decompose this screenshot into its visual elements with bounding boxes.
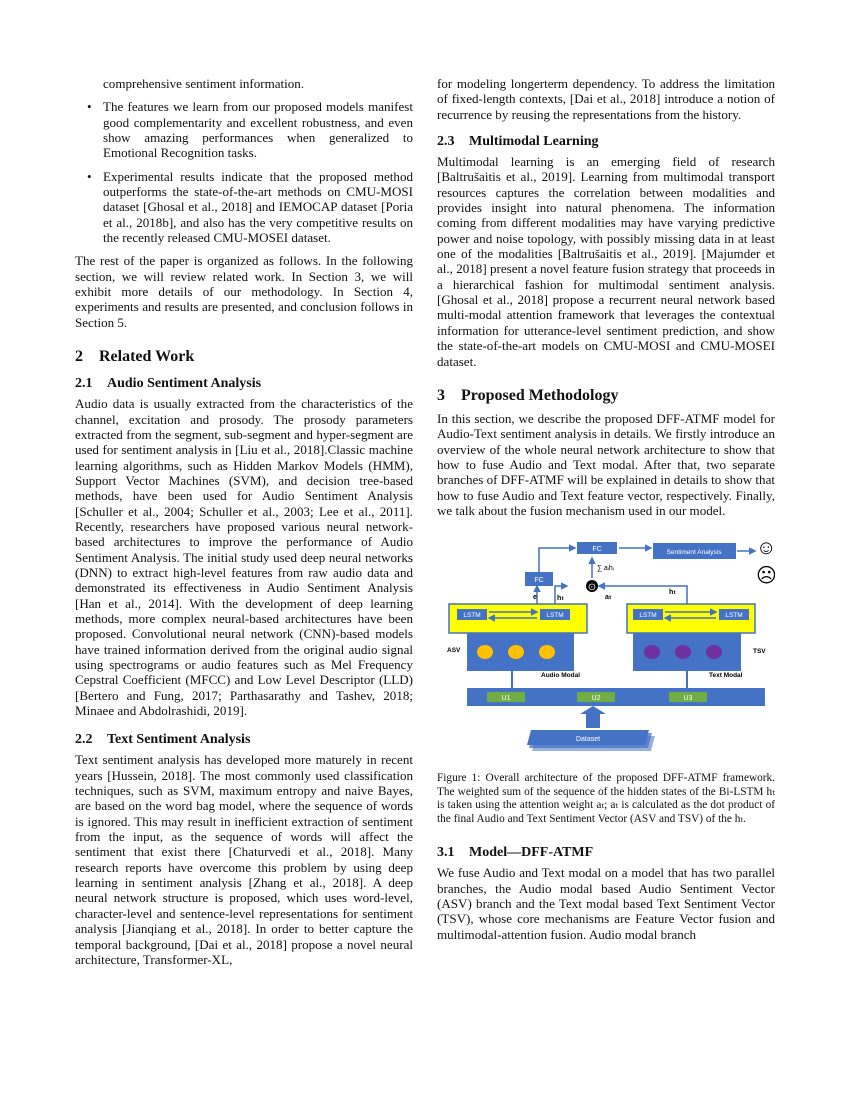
- a-t-label: aₜ: [605, 594, 612, 602]
- subsection-heading: [437, 134, 775, 150]
- figure-caption: Figure 1: Overall architecture of the proposed DFF-ATMF framework. The weighted sum of the sequence of the hidden states of the Bi-LSTM hₜ is taken using the attention weight aₜ; aₜ is calculated as the dot product of the final Audio and Text Sentiment Vector (ASV and TSV) of the hₜ.: [437, 772, 775, 825]
- text-feature-node: [644, 645, 660, 659]
- subsection-number: 2.1: [75, 376, 93, 392]
- section-number: 3: [437, 386, 445, 404]
- lstm-label: LSTM: [725, 612, 743, 620]
- section-number: 2: [75, 348, 83, 366]
- fc-left-label: FC: [534, 577, 544, 585]
- subsection-number: 3.1: [437, 845, 455, 861]
- lstm-label: LSTM: [546, 612, 564, 620]
- fc-to-top-arrow: [539, 548, 575, 572]
- sad-face-icon: ☹: [756, 565, 775, 588]
- section-heading: [75, 348, 413, 366]
- u2-label: U2: [591, 695, 601, 703]
- paragraph: Audio data is usually extracted from the characteristics of the channel, excitation and prosody. The prosody parameters extracted from the segment, sub-segment and hyper-segment are used for sentiment analysis in [Liu et al., 2018].Classic machine learning algorithms, such as Hidden Markov Models (HMM), Support Vector Machines (SVM), and decision tree-based methods, have been used for Audio Sentiment Analysis [Schuller et al., 2004; Schuller et al., 2003; Lee et al., 2011]. Recently, researchers have proposed various neural network-based architectures to improve the performance of Audio Sentiment Analysis. The initial study used deep neural networks (DNN) to extract high-level features from raw audio data and demonstrated its effectiveness in Audio Sentiment Analysis [Han et al., 2014]. With the development of deep learning methods, more complex neural-based architectures have been proposed. Convolutional neural network (CNN)-based models have trained information derived from the original audio signal using spectrograms or audio features such as Mel Frequency Cepstral Coefficient (MFCC) and Low Level Descriptor (LLD) [Bertero and Fung, 2017; Parthasarathy and Tashev, 2018; Minaee and Abdolrashidi, 2019].: [75, 396, 413, 719]
- subsection-number: 2.2: [75, 732, 93, 748]
- organization-paragraph: The rest of the paper is organized as follows. In the following section, we will review related work. In Section 3, we will exhibit more details of our methodology. In Section 4, experiments and results are presented, and conclusion follows in Section 5.: [75, 253, 413, 330]
- paragraph: for modeling longerterm dependency. To address the limitation of fixed-length contexts, [Dai et al., 2018] introduce a notion of recurrence by reusing the representations from the history.: [437, 76, 775, 122]
- bullet-item: • Experimental results indicate that the proposed method outperforms the state-of-the-art methods on CMU-MOSI dataset [Ghosal et al., 2018] and IEMOCAP dataset [Poria et al., 2018b], and also has the very competitive results on the recently released CMU-MOSEI dataset.: [75, 169, 413, 246]
- u3-label: U3: [683, 695, 693, 703]
- right-column: [437, 76, 775, 942]
- fc-top-label: FC: [592, 546, 602, 554]
- sum-formula: ∑ aᵢhᵢ: [597, 565, 614, 573]
- h-right-label: hₜ: [669, 589, 676, 597]
- subsection-heading: [75, 732, 413, 748]
- intro-tail: comprehensive sentiment information.: [103, 76, 305, 91]
- architecture-diagram: [437, 538, 775, 753]
- h-left-label: hₜ: [557, 595, 564, 603]
- lstm-label: LSTM: [639, 612, 657, 620]
- paragraph: Multimodal learning is an emerging field of research [Baltrušaitis et al., 2019]. Learning from multimodal transport resources captures the correlation between modalities and provides insight into natural phenomena. The information coming from different modalities may have varying predictive power and noise topology, with possibly missing data in at least one of the modalities [Baltrušaitis et al., 2019]. [Majumder et al., 2018] present a novel feature fusion strategy that proceeds in a hierarchical fashion for multimodal sentiment analysis. [Ghosal et al., 2018] propose a recurrent neural network based multi-modal attention framework that leverages the contextual information for utterance-level sentiment prediction, and show the state-of-the-art models on CMU-MOSI and CMU-MOSEI dataset.: [437, 154, 775, 369]
- dot-op-symbol: ⊙: [587, 582, 597, 594]
- subsection-title: Text Sentiment Analysis: [107, 732, 251, 748]
- audio-feature-node: [477, 645, 493, 659]
- lstm-label: LSTM: [463, 612, 481, 620]
- subsection-number: 2.3: [437, 134, 455, 150]
- tsv-label: TSV: [753, 648, 766, 656]
- bullet-item: • The features we learn from our proposed models manifest good complementarity and excellent robustness, and even show amazing performances when generalized to Emotional Recognition tasks.: [75, 99, 413, 160]
- paragraph: We fuse Audio and Text modal on a model that has two parallel branches, the Audio modal based Audio Sentiment Vector (ASV) branch and the Text modal based Text Sentiment Vector (TSV), whose core mechanisms are Feature Vector fusion and multimodal-attention fusion. Audio modal branch: [437, 865, 775, 942]
- dataset-label: Dataset: [575, 736, 601, 744]
- u1-label: U1: [501, 695, 511, 703]
- contribution-list: [75, 99, 413, 245]
- audio-feature-node: [508, 645, 524, 659]
- section-title: Related Work: [99, 348, 195, 366]
- dataset-node: [527, 730, 655, 751]
- sentiment-analysis-label: Sentiment Analysis: [666, 549, 722, 557]
- input-arrow: [580, 706, 606, 728]
- audio-modal-label: Audio Modal: [541, 672, 580, 680]
- subsection-heading: [437, 845, 775, 861]
- subsection-title: Model—DFF-ATMF: [469, 845, 594, 861]
- paragraph: Text sentiment analysis has developed more maturely in recent years [Hussein, 2018]. The most commonly used classification techniques, such as SVM, maximum entropy and naive Bayes, are based on the word bag model, where the sequence of words is ignored. This may result in inefficient extraction of sentiment from the input, as the sequence of words will affect the sentiment that exist there [Chaturvedi et al., 2018]. Many research reports have overcome this problem by using deep learning in sentiment analysis [Zhang et al., 2018]. A deep neural network structure is proposed, which uses word-level, character-level and sentence-level representations for sentiment analysis [Jianqiang et al., 2018]. In order to better capture the temporal background, [Dai et al., 2018] propose a novel neural architecture, Transformer-XL,: [75, 752, 413, 967]
- happy-face-icon: ☺: [756, 538, 775, 560]
- subsection-title: Audio Sentiment Analysis: [107, 376, 262, 392]
- text-modal-label: Text Modal: [709, 672, 743, 680]
- subsection-heading: [75, 376, 413, 392]
- left-column: [75, 76, 413, 967]
- text-feature-node: [706, 645, 722, 659]
- section-heading: [437, 387, 775, 405]
- text-feature-node: [675, 645, 691, 659]
- audio-feature-node: [539, 645, 555, 659]
- e-label: e: [533, 594, 537, 602]
- section-title: Proposed Methodology: [461, 386, 619, 404]
- asv-label: ASV: [447, 647, 461, 655]
- paragraph: In this section, we describe the proposed DFF-ATMF model for Audio-Text sentiment analysis in details. We firstly introduce an overview of the whole neural network architecture to show that how to fuse Audio and Text modal. After that, two separate branches of DFF-ATMF will be explained in details to show that how to fuse Audio and Text feature vector, respectively. Finally, we talk about the fusion mechanism used in our model.: [437, 410, 775, 518]
- subsection-title: Multimodal Learning: [469, 134, 599, 150]
- figure-1: [437, 538, 775, 825]
